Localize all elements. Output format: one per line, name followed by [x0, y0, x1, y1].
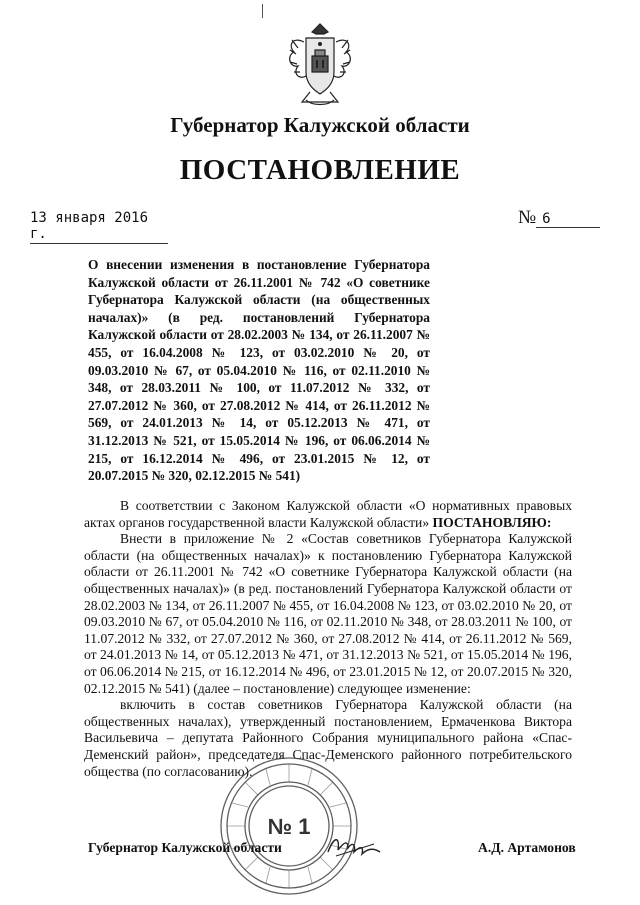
margin-mark — [262, 4, 263, 18]
handwritten-signature-icon — [326, 832, 382, 862]
document-type-heading: ПОСТАНОВЛЕНИЕ — [179, 154, 461, 186]
stamp-number: № 1 — [267, 814, 311, 839]
document-number — [518, 207, 600, 229]
signatory-title: Губернатор Калужской области — [88, 840, 282, 855]
body-paragraph-2: включить в состав советников Губернатора Калужской области (на общественных началах), утвержденный постановлением, Ермаченкова Виктора Васильевича – депутата Районного Собрания муниципального района «Спас-Деменский район», председателя Спас-Деменского районного потребительского общества (по согласованию). — [84, 697, 572, 779]
decree-word: ПОСТАНОВЛЯЮ: — [432, 514, 552, 530]
number-value: 6 — [536, 211, 600, 228]
body-paragraph-1: Внести в приложение № 2 «Состав советников Губернатора Калужской области (на общественных началах)» к постановлению Губернатора Калужской области от 26.11.2001 № 742 «О советнике Губернатора Калужской области (на общественных началах)» (в ред. постановлений Губернатора Калужской области от 28.02.2003 № 134, от 26.11.2007 № 455, от 16.04.2008 № 123, от 03.02.2010 № 20, от 09.03.2010 № 67, от 05.04.2010 № 116, от 02.11.2010 № 348, от 28.03.2011 № 100, от 11.07.2012 № 332, от 27.07.2012 № 360, от 27.08.2012 № 414, от 26.11.2012 № 569, от 24.01.2013 № 14, от 05.12.2013 № 471, от 31.12.2013 № 521, от 15.05.2014 № 196, от 06.06.2014 № 215, от 16.12.2014 № 496, от 23.01.2015 № 12, от 20.07.2015 № 320, 02.12.2015 № 541) (далее – постановление) следующее изменение: — [84, 531, 572, 696]
preamble-paragraph — [84, 498, 572, 531]
number-sign: № — [518, 207, 537, 228]
document-date: 13 января 2016 г. — [30, 210, 168, 244]
official-stamp-icon — [218, 755, 360, 897]
document-body — [84, 498, 572, 780]
document-subject: О внесении изменения в постановление Губернатора Калужской области от 26.11.2001 № 742 «О советнике Губернатора Калужской области (на общественных началах)» (в ред. постановлений Губернатора Калужской области от 28.02.2003 № 134, от 26.11.2007 № 455, от 16.04.2008 № 123, от 03.02.2010 № 20, от 09.03.2010 № 67, от 05.04.2010 № 116, от 02.11.2010 № 348, от 28.03.2011 № 100, от 11.07.2012 № 332, от 27.07.2012 № 360, от 27.08.2012 № 414, от 26.11.2012 № 569, от 24.01.2013 № 14, от 05.12.2013 № 471, от 31.12.2013 № 521, от 15.05.2014 № 196, от 06.06.2014 № 215, от 16.12.2014 № 496, от 23.01.2015 № 12, от 20.07.2015 № 320, 02.12.2015 № 541) — [88, 257, 430, 484]
preamble-text: В соответствии с Законом Калужской области «О нормативных правовых актах органов государственной власти Калужской области» — [84, 498, 572, 530]
coat-of-arms-icon — [282, 22, 358, 108]
issuer-title: Губернатор Калужской области — [170, 113, 470, 137]
signatory-name: А.Д. Артамонов — [478, 840, 576, 855]
